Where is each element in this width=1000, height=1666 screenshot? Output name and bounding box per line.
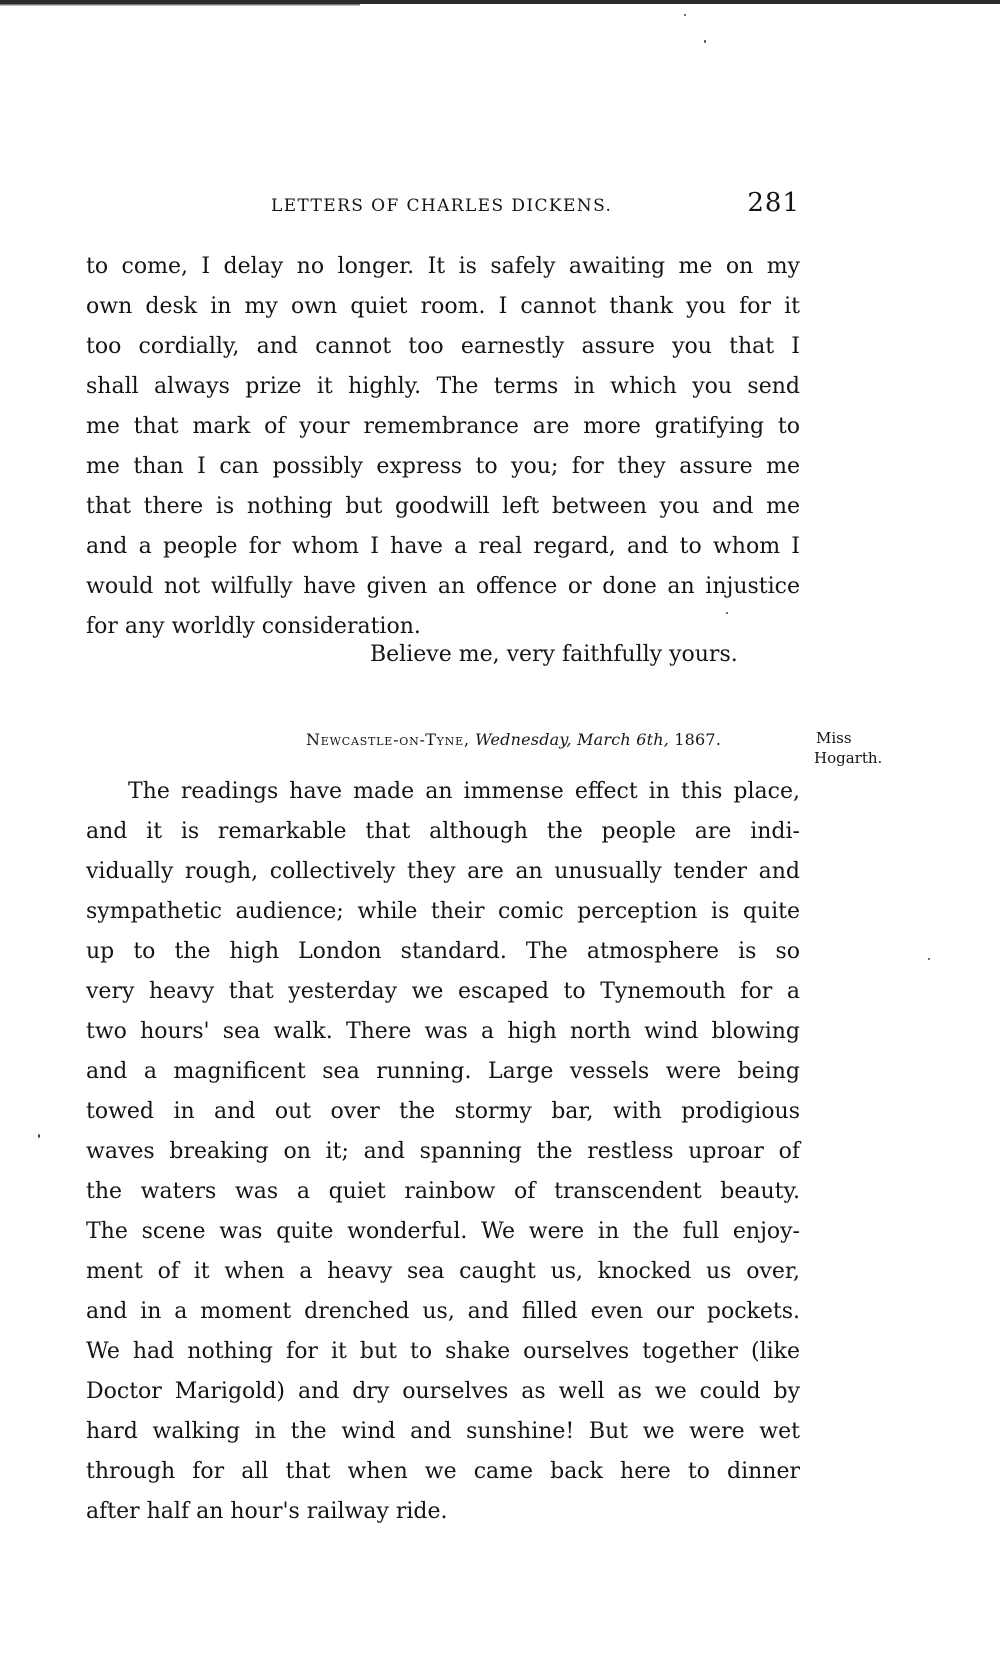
text-line: that there is nothing but goodwill left between you and me: [86, 494, 800, 519]
page-top-edge-rule: [0, 0, 1000, 10]
text-line: sympathetic audience; while their comic perception is quite: [86, 899, 800, 924]
text-line: shall always prize it highly. The terms in which you send: [86, 374, 800, 399]
running-head: [86, 188, 800, 222]
text-line: would not wilfully have given an offence or done an injustice: [86, 574, 800, 599]
dateline-year: 1867.: [674, 730, 722, 749]
text-line: me than I can possibly express to you; for they assure me: [86, 454, 800, 479]
text-line: two hours' sea walk. There was a high north wind blowing: [86, 1019, 800, 1044]
text-line: and a people for whom I have a real regard, and to whom I: [86, 534, 800, 559]
text-line: ment of it when a heavy sea caught us, knocked us over,: [86, 1259, 800, 1284]
letter-one-closing: Believe me, very faithfully yours.: [370, 642, 738, 667]
scan-speck: [704, 40, 706, 43]
recipient-note-line: Miss: [816, 729, 852, 747]
text-line: and a magnificent sea running. Large vessels were being: [86, 1059, 800, 1084]
text-line: hard walking in the wind and sunshine! But we were wet: [86, 1419, 800, 1444]
text-line: the waters was a quiet rainbow of transcendent beauty.: [86, 1179, 800, 1204]
text-line: for any worldly consideration.: [86, 614, 421, 639]
text-line: very heavy that yesterday we escaped to Tynemouth for a: [86, 979, 800, 1004]
scan-speck: [38, 1134, 40, 1138]
text-line: to come, I delay no longer. It is safely awaiting me on my: [86, 254, 800, 279]
page-number: 281: [747, 188, 800, 218]
text-line: and in a moment drenched us, and filled even our pockets.: [86, 1299, 800, 1324]
text-line: The readings have made an immense effect in this place,: [128, 779, 800, 804]
dateline-place: Newcastle-on-Tyne,: [306, 730, 470, 749]
text-line: own desk in my own quiet room. I cannot thank you for it: [86, 294, 800, 319]
text-line: The scene was quite wonderful. We were in the full enjoy-: [86, 1219, 800, 1244]
text-line: Doctor Marigold) and dry ourselves as well as we could by: [86, 1379, 800, 1404]
letter-one-body: [86, 247, 800, 647]
text-line: too cordially, and cannot too earnestly assure you that I: [86, 334, 800, 359]
running-title: LETTERS OF CHARLES DICKENS.: [271, 196, 613, 216]
text-line: towed in and out over the stormy bar, with prodigious: [86, 1099, 800, 1124]
recipient-note-line: Hogarth.: [814, 749, 883, 767]
scan-speck: [928, 958, 930, 960]
text-line: We had nothing for it but to shake ourselves together (like: [86, 1339, 800, 1364]
text-line: through for all that when we came back here to dinner: [86, 1459, 800, 1484]
text-line: vidually rough, collectively they are an unusually tender and: [86, 859, 800, 884]
text-line: after half an hour's railway ride.: [86, 1499, 448, 1524]
letter-two-body: [86, 772, 800, 1532]
scan-speck: [684, 14, 686, 16]
text-line: me that mark of your remembrance are more gratifying to: [86, 414, 800, 439]
text-line: and it is remarkable that although the people are indi-: [86, 819, 800, 844]
recipient-margin-note: [814, 728, 882, 768]
text-line: up to the high London standard. The atmosphere is so: [86, 939, 800, 964]
text-line: waves breaking on it; and spanning the restless uproar of: [86, 1139, 800, 1164]
dateline-date: Wednesday, March 6th,: [475, 730, 669, 749]
letter-two-dateline: [306, 730, 721, 749]
